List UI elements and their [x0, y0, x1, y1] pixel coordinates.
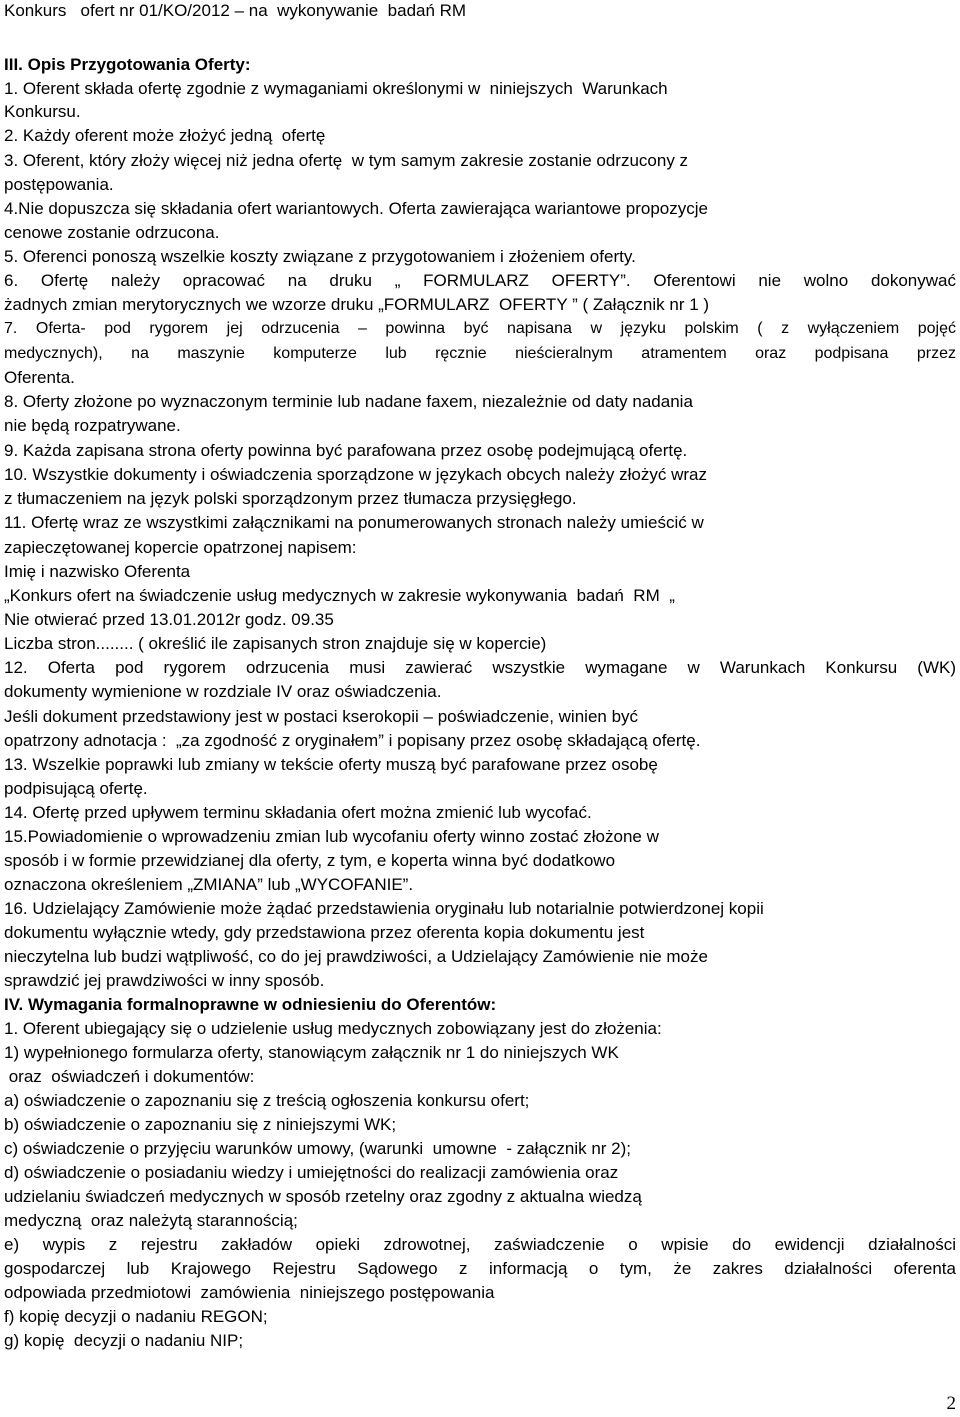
- text-line: opatrzony adnotacja : „za zgodność z oryginałem” i popisany przez osobę składającą ofertę.: [4, 731, 701, 750]
- text-line: b) oświadczenie o zapoznaniu się z niniejszymi WK;: [4, 1115, 397, 1134]
- text-line: postępowania.: [4, 175, 114, 194]
- text-line: nieczytelna lub budzi wątpliwość, co do jej prawdziwości, a Udzielający Zamówienie nie może: [4, 947, 708, 966]
- text-line: 2. Każdy oferent może złożyć jedną ofertę: [4, 126, 326, 145]
- text-line: sposób i w formie przewidzianej dla oferty, z tym, e koperta winna być dodatkowo: [4, 851, 616, 870]
- text-line: 15.Powiadomienie o wprowadzeniu zmian lub wycofaniu oferty winno zostać złożone w: [4, 827, 659, 846]
- text-line: zapieczętowanej kopercie opatrzonej napisem:: [4, 538, 357, 557]
- text-line: „Konkurs ofert na świadczenie usług medycznych w zakresie wykonywania badań RM „: [4, 586, 675, 605]
- text-line: odpowiada przedmiotowi zamówienia niniejszego postępowania: [4, 1283, 495, 1302]
- text-line: 1) wypełnionego formularza oferty, stanowiącym załącznik nr 1 do niniejszych WK: [4, 1043, 619, 1062]
- text-line: udzielaniu świadczeń medycznych w sposób rzetelny oraz zgodny z aktualna wiedzą: [4, 1187, 642, 1206]
- text-line: f) kopię decyzji o nadaniu REGON;: [4, 1307, 268, 1326]
- text-line: z tłumaczeniem na język polski sporządzonym przez tłumacza przysięgłego.: [4, 489, 577, 508]
- text-line: oznaczona określeniem „ZMIANA” lub „WYCOFANIE”.: [4, 875, 414, 894]
- text-line: d) oświadczenie o posiadaniu wiedzy i umiejętności do realizacji zamówienia oraz: [4, 1163, 619, 1182]
- text-line: Imię i nazwisko Oferenta: [4, 562, 191, 581]
- text-line: 13. Wszelkie poprawki lub zmiany w tekście oferty muszą być parafowane przez osobę: [4, 755, 658, 774]
- text-line: c) oświadczenie o przyjęciu warunków umowy, (warunki umowne - załącznik nr 2);: [4, 1139, 632, 1158]
- text-line: gospodarczej lub Krajowego Rejestru Sądowego z informacją o tym, że zakres działalności oferenta: [4, 1259, 956, 1278]
- text-line: podpisującą ofertę.: [4, 779, 148, 798]
- text-line: żadnych zmian merytorycznych we wzorze druku „FORMULARZ OFERTY ” ( Załącznik nr 1 ): [4, 295, 710, 314]
- text-line: 3. Oferent, który złoży więcej niż jedna ofertę w tym samym zakresie zostanie odrzucony z: [4, 151, 689, 170]
- document-title: Konkurs ofert nr 01/KO/2012 – na wykonywanie badań RM: [4, 1, 467, 20]
- text-line: cenowe zostanie odrzucona.: [4, 223, 220, 242]
- page-number: 2: [946, 1393, 956, 1414]
- text-line: 1. Oferent składa ofertę zgodnie z wymaganiami określonymi w niniejszych Warunkach: [4, 79, 668, 98]
- text-line: 7. Oferta- pod rygorem jej odrzucenia – powinna być napisana w języku polskim ( z wyłączeniem pojęć: [4, 320, 956, 337]
- text-line: 9. Każda zapisana strona oferty powinna być parafowana przez osobę podejmującą ofertę.: [4, 441, 688, 460]
- text-line: dokumentu wyłącznie wtedy, gdy przedstawiona przez oferenta kopia dokumentu jest: [4, 923, 645, 942]
- text-line: Nie otwierać przed 13.01.2012r godz. 09.35: [4, 610, 334, 629]
- text-line: 11. Ofertę wraz ze wszystkimi załącznikami na ponumerowanych stronach należy umieścić w: [4, 513, 704, 532]
- text-line: 12. Oferta pod rygorem odrzucenia musi zawierać wszystkie wymagane w Warunkach Konkursu (WK): [4, 658, 956, 677]
- text-line: medyczną oraz należytą starannością;: [4, 1211, 298, 1230]
- text-line: Oferenta.: [4, 368, 75, 387]
- text-line: nie będą rozpatrywane.: [4, 416, 181, 435]
- section-heading-iii: III. Opis Przygotowania Oferty:: [4, 55, 251, 74]
- text-line: dokumenty wymienione w rozdziale IV oraz oświadczenia.: [4, 682, 442, 701]
- text-line: Konkursu.: [4, 102, 81, 121]
- text-line: 6. Ofertę należy opracować na druku „ FORMULARZ OFERTY”. Oferentowi nie wolno dokonywać: [4, 271, 956, 290]
- text-line: e) wypis z rejestru zakładów opieki zdrowotnej, zaświadczenie o wpisie do ewidencji działalności: [4, 1235, 956, 1254]
- text-line: g) kopię decyzji o nadaniu NIP;: [4, 1331, 244, 1350]
- text-line: 8. Oferty złożone po wyznaczonym terminie lub nadane faxem, niezależnie od daty nadania: [4, 392, 693, 411]
- text-line: medycznych), na maszynie komputerze lub ręcznie nieścieralnym atramentem oraz podpisana przez: [4, 345, 956, 362]
- text-line: Liczba stron........ ( określić ile zapisanych stron znajduje się w kopercie): [4, 634, 547, 653]
- text-line: 10. Wszystkie dokumenty i oświadczenia sporządzone w językach obcych należy złożyć wraz: [4, 465, 707, 484]
- text-line: Jeśli dokument przedstawiony jest w postaci kserokopii – poświadczenie, winien być: [4, 707, 639, 726]
- text-line: 14. Ofertę przed upływem terminu składania ofert można zmienić lub wycofać.: [4, 803, 592, 822]
- section-heading-iv: IV. Wymagania formalnoprawne w odniesieniu do Oferentów:: [4, 995, 497, 1014]
- text-line: 5. Oferenci ponoszą wszelkie koszty związane z przygotowaniem i złożeniem oferty.: [4, 247, 636, 266]
- text-line: oraz oświadczeń i dokumentów:: [4, 1067, 255, 1086]
- text-line: a) oświadczenie o zapoznaniu się z treścią ogłoszenia konkursu ofert;: [4, 1091, 530, 1110]
- text-line: 16. Udzielający Zamówienie może żądać przedstawienia oryginału lub notarialnie potwierdzonej kopii: [4, 899, 764, 918]
- text-line: 4.Nie dopuszcza się składania ofert wariantowych. Oferta zawierająca wariantowe propozycje: [4, 199, 708, 218]
- text-line: 1. Oferent ubiegający się o udzielenie usług medycznych zobowiązany jest do złożenia:: [4, 1019, 662, 1038]
- text-line: sprawdzić jej prawdziwości w inny sposób.: [4, 971, 325, 990]
